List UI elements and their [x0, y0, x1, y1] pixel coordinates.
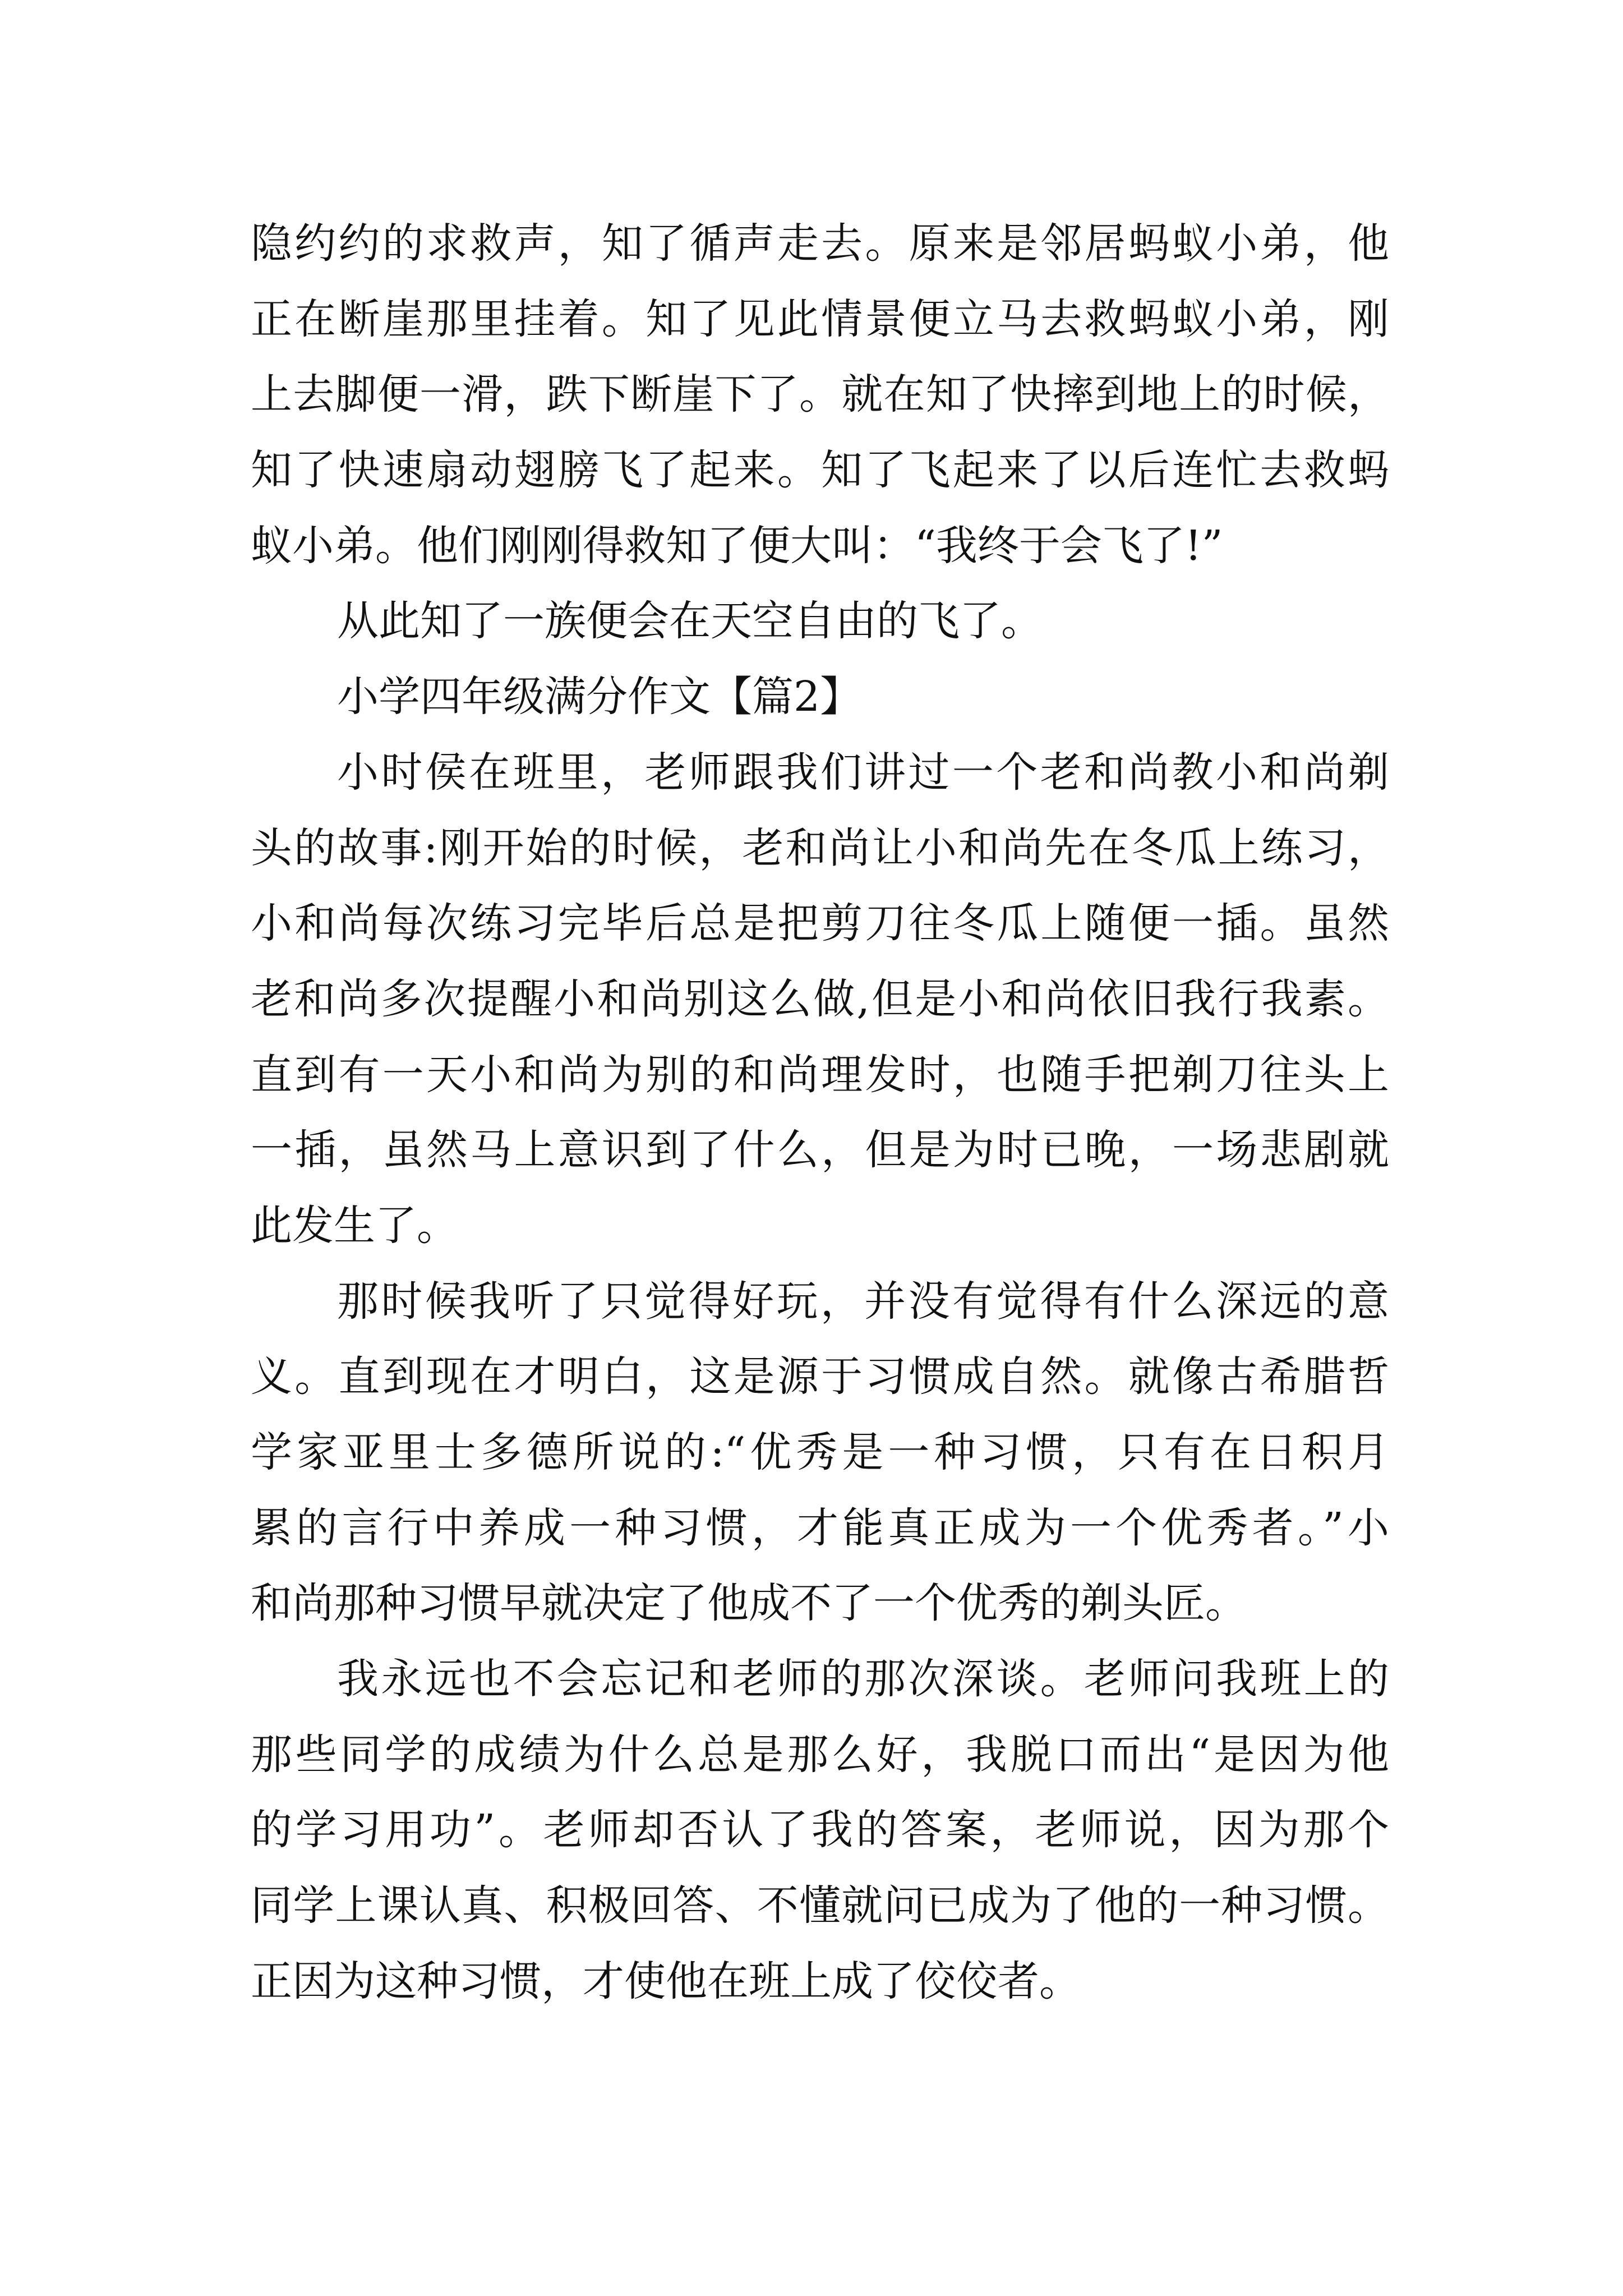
text-line: 我永远也不会忘记和老师的那次深谈。老师问我班上的	[337, 1655, 1389, 1704]
text-line: 隐约约的求救声，知了循声走去。原来是邻居蚂蚁小弟，他	[251, 219, 1389, 268]
text-line: 和尚那种习惯早就决定了他成不了一个优秀的剃头匠。	[251, 1579, 1247, 1628]
text-line: 上去脚便一滑，跌下断崖下了。就在知了快摔到地上的时候，	[251, 370, 1389, 419]
heading-text: 小学四年级满分作文【篇2】	[337, 673, 862, 721]
text-line: 那时候我听了只觉得好玩，并没有觉得有什么深远的意	[337, 1277, 1389, 1326]
text-line: 义。直到现在才明白，这是源于习惯成自然。就像古希腊哲	[251, 1352, 1389, 1401]
paragraph	[251, 583, 1389, 659]
text-line: 一插，虽然马上意识到了什么，但是为时已晚，一场悲剧就	[251, 1126, 1389, 1175]
text-line: 的学习用功”。老师却否认了我的答案，老师说，因为那个	[251, 1806, 1389, 1855]
text-line: 同学上课认真、积极回答、不懂就问已成为了他的一种习惯。	[251, 1881, 1389, 1930]
paragraph	[251, 1264, 1389, 1641]
document-body	[251, 206, 1389, 2019]
text-line: 此发生了。	[251, 1201, 458, 1250]
paragraph	[251, 735, 1389, 1264]
text-line: 蚁小弟。他们刚刚得救知了便大叫：“我终于会飞了!”	[251, 521, 1223, 570]
text-line: 直到有一天小和尚为别的和尚理发时，也随手把剃刀往头上	[251, 1050, 1389, 1099]
text-line: 头的故事:刚开始的时候，老和尚让小和尚先在冬瓜上练习，	[251, 823, 1389, 872]
text-line: 小时侯在班里，老师跟我们讲过一个老和尚教小和尚剃	[337, 748, 1389, 797]
text-line: 学家亚里士多德所说的:“优秀是一种习惯，只有在日积月	[251, 1428, 1389, 1476]
text-line: 正因为这种习惯，才使他在班上成了佼佼者。	[251, 1957, 1081, 2005]
text-line: 小和尚每次练习完毕后总是把剪刀往冬瓜上随便一插。虽然	[251, 899, 1389, 948]
paragraph	[251, 1641, 1389, 2019]
text-line: 累的言行中养成一种习惯，才能真正成为一个优秀者。”小	[251, 1503, 1389, 1552]
text-line: 那些同学的成绩为什么总是那么好，我脱口而出“是因为他	[251, 1730, 1389, 1779]
text-line: 正在断崖那里挂着。知了见此情景便立马去救蚂蚁小弟，刚	[251, 295, 1389, 343]
paragraph	[251, 206, 1389, 583]
text-line: 从此知了一族便会在天空自由的飞了。	[337, 597, 1043, 646]
section-heading	[251, 659, 1389, 735]
text-line: 知了快速扇动翅膀飞了起来。知了飞起来了以后连忙去救蚂	[251, 446, 1389, 495]
text-line: 老和尚多次提醒小和尚别这么做,但是小和尚依旧我行我素。	[251, 974, 1389, 1023]
